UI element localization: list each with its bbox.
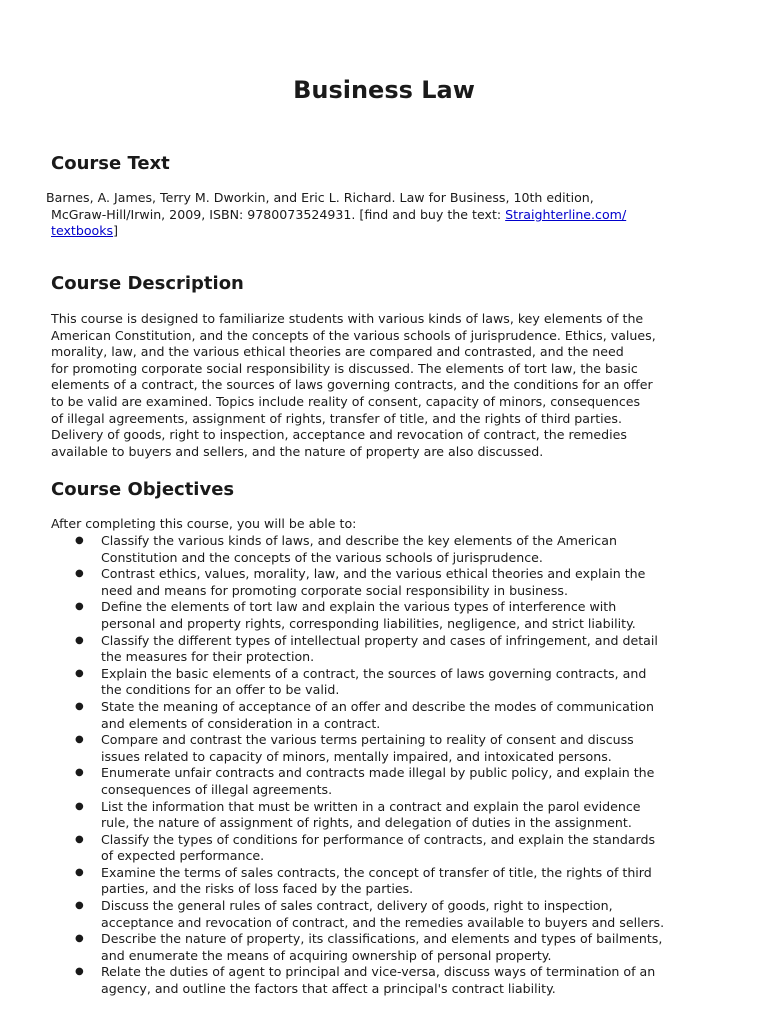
citation-line: Barnes, A. James, Terry M. Dworkin, and Eric L. Richard. Law for Business, 10th edition, bbox=[46, 190, 594, 205]
objective-line: and enumerate the means of acquiring ownership of personal property. bbox=[101, 947, 552, 963]
citation-end: ] bbox=[113, 223, 119, 239]
description-line: to be valid are examined. Topics include reality of consent, capacity of minors, consequences bbox=[51, 393, 641, 409]
course-objectives-heading: Course Objectives bbox=[51, 479, 235, 500]
course-description-heading: Course Description bbox=[51, 273, 244, 294]
objectives-list bbox=[51, 533, 731, 998]
objective-item bbox=[51, 832, 731, 865]
citation-text: McGraw-Hill/Irwin, 2009, ISBN: 9780073524931. [find and buy the text: bbox=[51, 206, 506, 222]
bullet-icon: ● bbox=[75, 700, 84, 712]
objective-item bbox=[51, 633, 731, 666]
objective-item bbox=[51, 599, 731, 632]
bullet-icon: ● bbox=[75, 933, 84, 945]
bullet-icon: ● bbox=[75, 767, 84, 779]
objective-item bbox=[51, 533, 731, 566]
objective-line: Classify the different types of intellectual property and cases of infringement, and detail bbox=[101, 632, 658, 648]
bullet-icon: ● bbox=[75, 833, 84, 845]
objective-line: Compare and contrast the various terms pertaining to reality of consent and discuss bbox=[101, 732, 634, 748]
bullet-icon: ● bbox=[75, 866, 84, 878]
objective-item bbox=[51, 865, 731, 898]
objective-line: Define the elements of tort law and explain the various types of interference with bbox=[101, 599, 617, 615]
objective-item bbox=[51, 666, 731, 699]
bullet-icon: ● bbox=[75, 634, 84, 646]
objective-item bbox=[51, 699, 731, 732]
objective-line: parties, and the risks of loss faced by the parties. bbox=[101, 881, 414, 897]
objective-item bbox=[51, 732, 731, 765]
bullet-icon: ● bbox=[75, 601, 84, 613]
objective-line: Enumerate unfair contracts and contracts made illegal by public policy, and explain the bbox=[101, 765, 655, 781]
course-text-heading: Course Text bbox=[51, 153, 170, 174]
objective-line: Contrast ethics, values, morality, law, and the various ethical theories and explain the bbox=[101, 566, 646, 582]
objective-item bbox=[51, 799, 731, 832]
objective-line: of expected performance. bbox=[101, 848, 265, 864]
citation-line bbox=[46, 223, 706, 240]
description-line: Delivery of goods, right to inspection, acceptance and revocation of contract, the remedies bbox=[51, 427, 627, 443]
bullet-icon: ● bbox=[75, 800, 84, 812]
objective-line: List the information that must be written in a contract and explain the parol evidence bbox=[101, 798, 641, 814]
objective-line: Examine the terms of sales contracts, the concept of transfer of title, the rights of third bbox=[101, 864, 652, 880]
citation-line bbox=[46, 207, 706, 224]
objective-line: acceptance and revocation of contract, and the remedies available to buyers and sellers. bbox=[101, 914, 665, 930]
straighterline-link[interactable]: Straighterline.com/ bbox=[505, 206, 627, 222]
description-line: of illegal agreements, assignment of rights, transfer of title, and the rights of third parties. bbox=[51, 410, 622, 426]
objective-line: Constitution and the concepts of the various schools of jurisprudence. bbox=[101, 549, 543, 565]
objective-item bbox=[51, 566, 731, 599]
objective-line: Describe the nature of property, its classifications, and elements and types of bailments, bbox=[101, 931, 663, 947]
description-line: for promoting corporate social responsibility is discussed. The elements of tort law, the basic bbox=[51, 360, 638, 376]
objective-line: Discuss the general rules of sales contract, delivery of goods, right to inspection, bbox=[101, 898, 613, 914]
course-description-text bbox=[51, 311, 731, 460]
objective-line: State the meaning of acceptance of an offer and describe the modes of communication bbox=[101, 698, 654, 714]
objective-line: agency, and outline the factors that affect a principal's contract liability. bbox=[101, 981, 556, 997]
page-title: Business Law bbox=[293, 76, 475, 104]
objective-line: the conditions for an offer to be valid. bbox=[101, 682, 340, 698]
objective-line: rule, the nature of assignment of rights, and delegation of duties in the assignment. bbox=[101, 815, 632, 831]
bullet-icon: ● bbox=[75, 667, 84, 679]
description-line: available to buyers and sellers, and the nature of property are also discussed. bbox=[51, 443, 544, 459]
objectives-intro: After completing this course, you will be able to: bbox=[51, 516, 357, 531]
objective-line: consequences of illegal agreements. bbox=[101, 781, 333, 797]
bullet-icon: ● bbox=[75, 568, 84, 580]
objective-line: the measures for their protection. bbox=[101, 649, 315, 665]
objective-line: personal and property rights, corresponding liabilities, negligence, and strict liability. bbox=[101, 615, 636, 631]
objective-item bbox=[51, 765, 731, 798]
objective-line: and elements of consideration in a contract. bbox=[101, 715, 381, 731]
description-line: American Constitution, and the concepts of the various schools of jurisprudence. Ethics, values, bbox=[51, 327, 656, 343]
objective-line: Explain the basic elements of a contract, the sources of laws governing contracts, and bbox=[101, 665, 647, 681]
objective-line: issues related to capacity of minors, mentally impaired, and intoxicated persons. bbox=[101, 748, 612, 764]
objective-line: Classify the types of conditions for performance of contracts, and explain the standards bbox=[101, 831, 656, 847]
objective-item bbox=[51, 931, 731, 964]
bullet-icon: ● bbox=[75, 900, 84, 912]
description-line: elements of a contract, the sources of laws governing contracts, and the conditions for an offer bbox=[51, 377, 653, 393]
bullet-icon: ● bbox=[75, 966, 84, 978]
description-line: morality, law, and the various ethical theories are compared and contrasted, and the need bbox=[51, 344, 624, 360]
course-text-citation bbox=[46, 190, 706, 240]
textbooks-link[interactable]: textbooks bbox=[51, 223, 114, 239]
bullet-icon: ● bbox=[75, 535, 84, 546]
objective-line: need and means for promoting corporate social responsibility in business. bbox=[101, 582, 568, 598]
objective-line: Relate the duties of agent to principal and vice-versa, discuss ways of termination of an bbox=[101, 964, 656, 980]
objective-line: Classify the various kinds of laws, and describe the key elements of the American bbox=[101, 533, 617, 548]
objective-item bbox=[51, 898, 731, 931]
bullet-icon: ● bbox=[75, 734, 84, 746]
objective-item bbox=[51, 964, 731, 997]
description-line: This course is designed to familiarize students with various kinds of laws, key elements of the bbox=[51, 311, 644, 326]
